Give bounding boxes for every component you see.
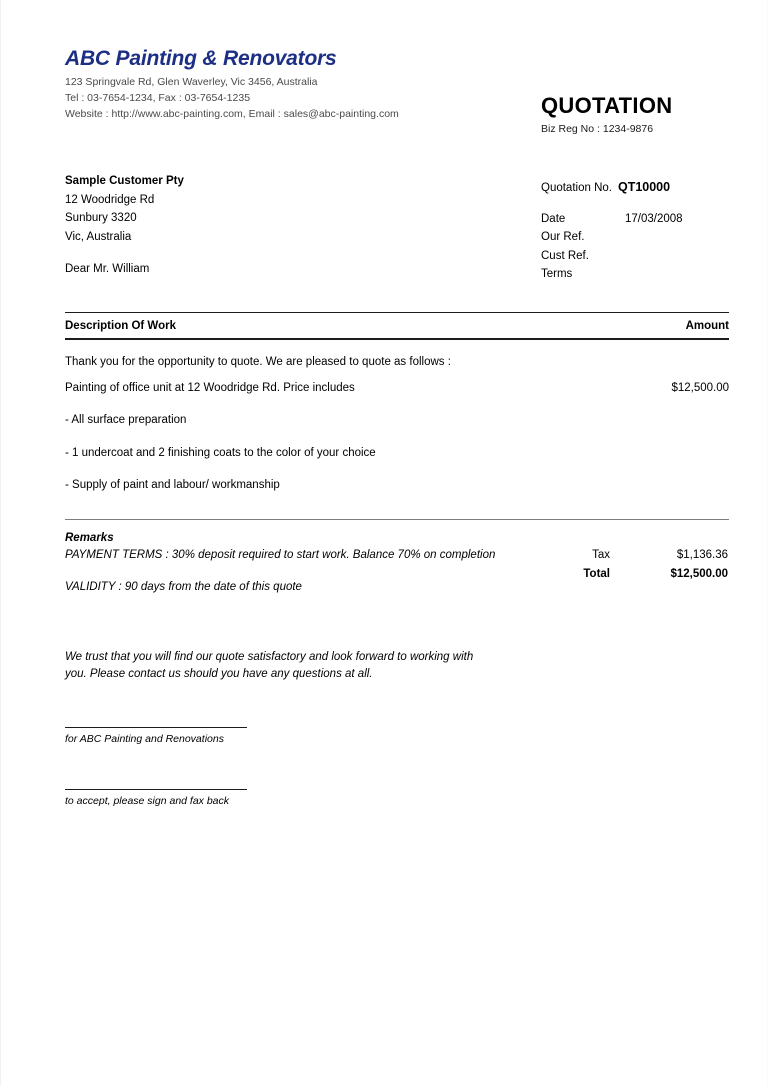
signature-caption-accept: to accept, please sign and fax back bbox=[65, 794, 230, 807]
meta-row-date bbox=[541, 210, 768, 229]
bill-to-block bbox=[65, 172, 445, 276]
meta-row-our-ref bbox=[541, 228, 768, 247]
remarks-validity: VALIDITY : 90 days from the date of this quote bbox=[65, 581, 302, 594]
document-sheet bbox=[65, 0, 729, 807]
meta-row-terms bbox=[541, 265, 768, 284]
remarks-title: Remarks bbox=[65, 532, 114, 545]
table-row-bullet bbox=[65, 430, 729, 462]
totals-row-tax bbox=[538, 546, 728, 565]
table-header-row bbox=[65, 313, 729, 338]
total-value: $12,500.00 bbox=[670, 567, 728, 580]
quotation-number-value: QT10000 bbox=[617, 179, 671, 194]
bullet-text: - All surface preparation bbox=[65, 414, 187, 427]
work-table bbox=[65, 312, 729, 520]
table-row-bullet bbox=[65, 397, 729, 429]
meta-row-cust-ref bbox=[541, 247, 768, 266]
company-address: 123 Springvale Rd, Glen Waverley, Vic 3456, Australia bbox=[65, 76, 318, 89]
table-row-intro bbox=[65, 340, 729, 371]
customer-name: Sample Customer Pty bbox=[65, 174, 184, 187]
quotation-meta-block bbox=[541, 180, 768, 284]
remarks-block bbox=[65, 530, 497, 596]
customer-address-line-3: Vic, Australia bbox=[65, 230, 132, 243]
customer-address-line-2: Sunbury 3320 bbox=[65, 212, 137, 225]
bullet-text: - 1 undercoat and 2 finishing coats to the color of your choice bbox=[65, 446, 376, 459]
intro-text: Thank you for the opportunity to quote. We are pleased to quote as follows : bbox=[65, 355, 451, 368]
table-row-item bbox=[65, 371, 729, 397]
remarks-and-totals-section bbox=[65, 520, 729, 622]
totals-row-total bbox=[538, 565, 728, 584]
tax-label: Tax bbox=[592, 549, 610, 562]
document-title: QUOTATION bbox=[541, 93, 673, 118]
signature-block-accept bbox=[65, 789, 729, 807]
quotation-number-label: Quotation No. bbox=[541, 181, 612, 194]
company-phone-fax: Tel : 03-7654-1234, Fax : 03-7654-1235 bbox=[65, 92, 251, 105]
meta-label-cust-ref: Cust Ref. bbox=[541, 249, 589, 262]
customer-address-line-1: 12 Woodridge Rd bbox=[65, 193, 155, 206]
meta-value-date: 17/03/2008 bbox=[625, 212, 683, 225]
column-header-description: Description Of Work bbox=[65, 319, 176, 332]
bullet-text: - Supply of paint and labour/ workmanship bbox=[65, 478, 280, 491]
company-name: ABC Painting & Renovators bbox=[65, 47, 337, 70]
totals-block bbox=[538, 546, 728, 583]
column-header-amount: Amount bbox=[685, 319, 729, 332]
business-registration-number: Biz Reg No : 1234-9876 bbox=[541, 123, 654, 135]
table-row-bullet bbox=[65, 462, 729, 494]
company-web-email: Website : http://www.abc-painting.com, Email : sales@abc-painting.com bbox=[65, 108, 399, 120]
meta-label-our-ref: Our Ref. bbox=[541, 231, 585, 244]
total-label: Total bbox=[583, 567, 610, 580]
salutation: Dear Mr. William bbox=[65, 263, 150, 276]
signature-block-company bbox=[65, 727, 729, 745]
meta-label-terms: Terms bbox=[541, 268, 573, 281]
tax-value: $1,136.36 bbox=[676, 549, 728, 562]
closing-paragraph: We trust that you will find our quote satisfactory and look forward to working with you. Please contact us should you have any questions at all. bbox=[65, 651, 474, 680]
title-block bbox=[541, 95, 768, 135]
signature-caption-company: for ABC Painting and Renovations bbox=[65, 732, 224, 745]
meta-label-date: Date bbox=[541, 212, 566, 225]
table-bottom-spacer bbox=[65, 494, 729, 519]
quotation-number-row bbox=[541, 180, 768, 194]
item-description: Painting of office unit at 12 Woodridge Rd. Price includes bbox=[65, 382, 355, 395]
item-amount: $12,500.00 bbox=[671, 382, 729, 395]
address-and-meta-section bbox=[65, 172, 729, 290]
remarks-payment-terms: PAYMENT TERMS : 30% deposit required to start work. Balance 70% on completion bbox=[65, 549, 496, 562]
